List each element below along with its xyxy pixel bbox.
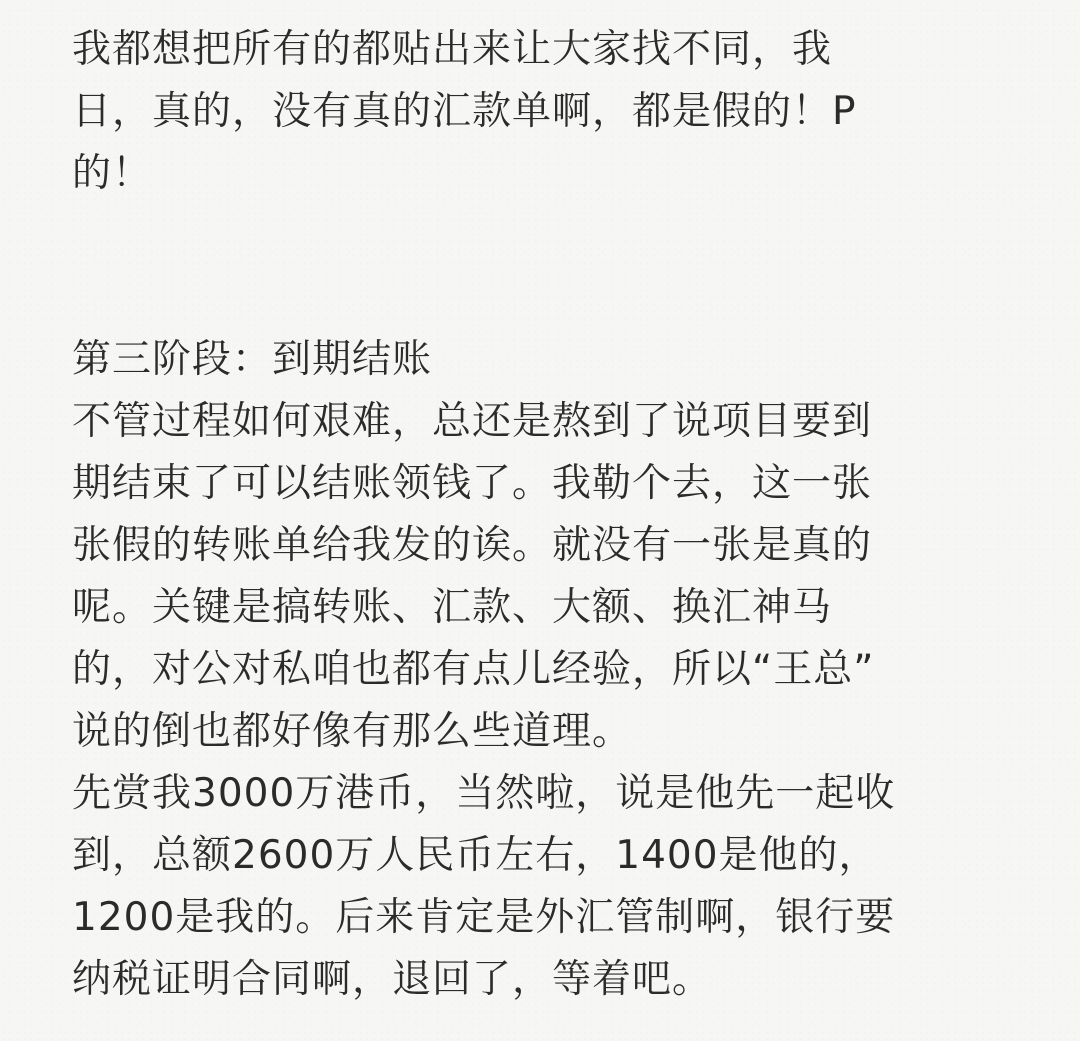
body-line-3: 张假的转账单给我发的诶。就没有一张是真的 xyxy=(72,523,873,568)
note-text-body xyxy=(72,19,1012,1011)
section-heading: 第三阶段：到期结账 xyxy=(72,337,433,382)
intro-line-3: 的！ xyxy=(72,151,153,196)
body-line-10: 纳税证明合同啊，退回了，等着吧。 xyxy=(72,957,713,1002)
body-line-2: 期结束了可以结账领钱了。我勒个去，这一张 xyxy=(72,461,873,506)
body-line-5: 的，对公对私咱也都有点儿经验，所以“王总” xyxy=(72,647,875,692)
body-line-6: 说的倒也都好像有那么些道理。 xyxy=(72,709,633,754)
intro-line-2: 日，真的，没有真的汇款单啊，都是假的！P xyxy=(72,89,857,134)
body-line-1: 不管过程如何艰难，总还是熬到了说项目要到 xyxy=(72,399,873,444)
body-line-7: 先赏我3000万港币，当然啦，说是他先一起收 xyxy=(72,771,896,816)
intro-line-1: 我都想把所有的都贴出来让大家找不同，我 xyxy=(72,27,833,72)
body-line-4: 呢。关键是搞转账、汇款、大额、换汇神马 xyxy=(72,585,833,630)
body-line-8: 到，总额2600万人民币左右，1400是他的， xyxy=(72,833,879,878)
body-line-9: 1200是我的。后来肯定是外汇管制啊，银行要 xyxy=(72,895,896,940)
paragraph-spacer xyxy=(72,205,1012,329)
